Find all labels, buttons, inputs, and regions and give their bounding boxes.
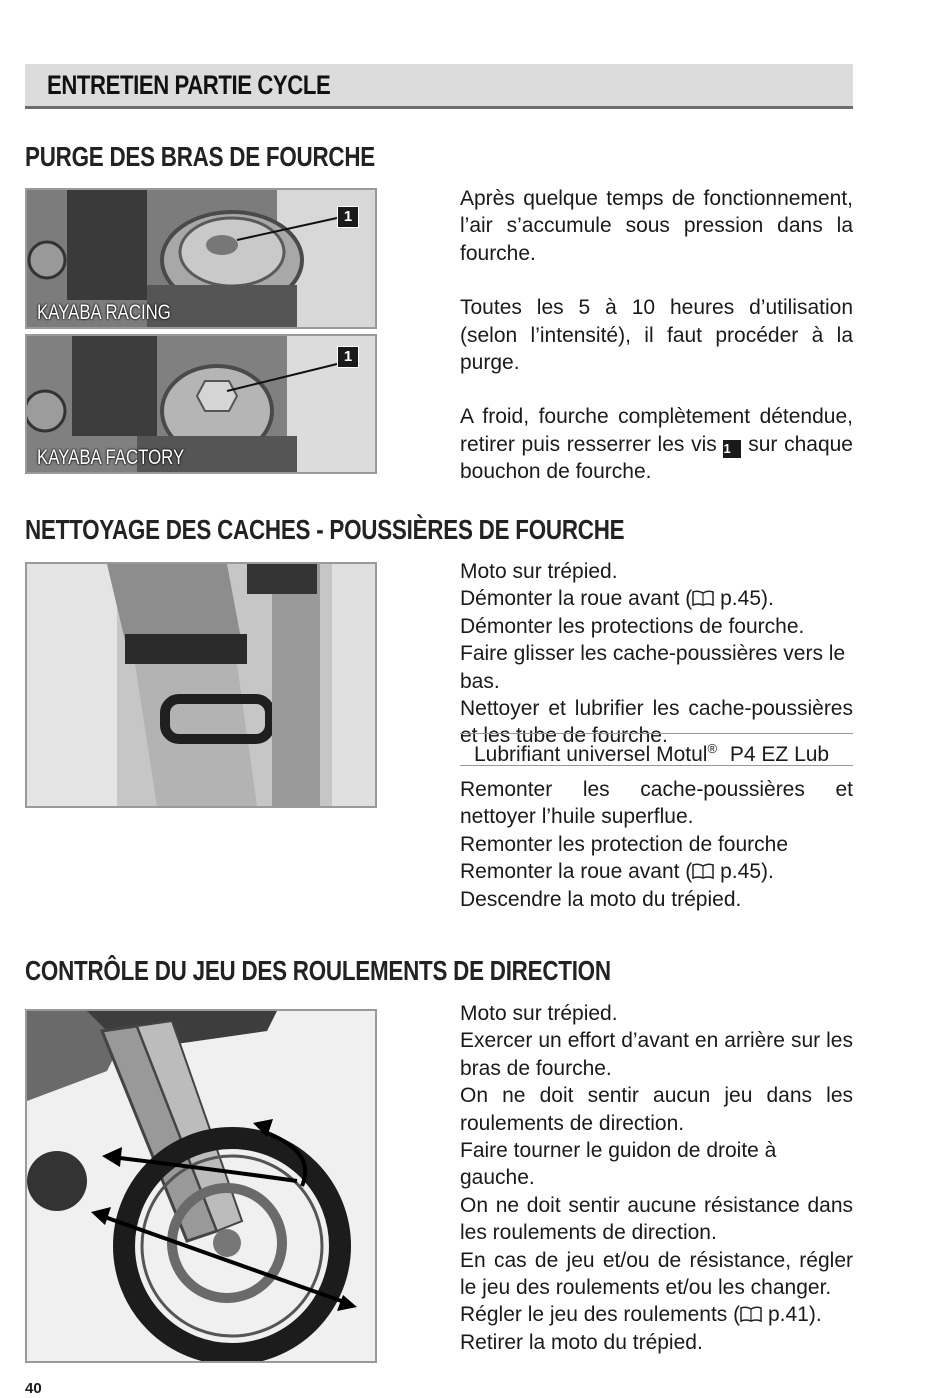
line: Faire tourner le guidon de droite à gauche. <box>460 1139 777 1190</box>
line: Descendre la moto du trépied. <box>460 887 742 911</box>
line <box>460 1301 853 1328</box>
line: On ne doit sentir aucune résistance dans les roulements de direction. <box>460 1193 853 1245</box>
photo-kayaba-racing <box>25 188 377 329</box>
line-text: Régler le jeu des roulements ( <box>460 1303 741 1327</box>
paragraph-text: A froid, fourche complètement détendue, retirer puis resserrer les vis <box>460 405 853 456</box>
line: Faire glisser les cache-poussières vers le bas. <box>460 642 846 693</box>
purge-text <box>460 185 853 486</box>
line-text: p.41). <box>762 1303 822 1327</box>
photo-kayaba-factory <box>25 334 377 474</box>
book-icon <box>692 863 714 879</box>
line: En cas de jeu et/ou de résistance, régler le jeu des roulements et/ou les changer. <box>460 1248 853 1300</box>
paragraph: Après quelque temps de fonctionnement, l’air s’accumule sous pression dans la fourche. <box>460 187 853 265</box>
line: Remonter les protection de fourche <box>460 832 789 856</box>
line: Retirer la moto du trépied. <box>460 1330 703 1354</box>
nettoyage-text-bottom <box>460 776 853 913</box>
line-text: p.45). <box>714 587 774 611</box>
lubricant-product: P4 EZ Lub <box>724 743 830 766</box>
book-icon <box>692 590 714 606</box>
callout-1: 1 <box>337 346 359 368</box>
photo-caption: KAYABA RACING <box>37 301 171 324</box>
photo-caption: KAYABA FACTORY <box>37 446 185 469</box>
registered-mark: ® <box>707 741 718 756</box>
controle-text <box>460 1000 853 1356</box>
front-wheel-illustration <box>27 1011 375 1361</box>
line <box>460 858 853 885</box>
paragraph: Toutes les 5 à 10 heures d’utilisation (selon l’intensité), il faut procéder à la purge. <box>460 296 853 375</box>
page-header <box>25 64 853 109</box>
nettoyage-text-top <box>460 558 853 750</box>
lubricant-name: Lubrifiant universel Motul <box>474 743 708 766</box>
section-title-controle: CONTRÔLE DU JEU DES ROULEMENTS DE DIRECTION <box>25 955 611 986</box>
paragraph-text: sur chaque bouchon de fourche. <box>460 432 853 484</box>
page-header-title: ENTRETIEN PARTIE CYCLE <box>47 70 331 100</box>
line-text: Remonter la roue avant ( <box>460 860 693 884</box>
line <box>460 585 853 612</box>
line: Exercer un effort d’avant en arrière sur les bras de fourche. <box>460 1029 853 1080</box>
lubricant-text <box>467 743 829 766</box>
paragraph <box>460 403 853 485</box>
line: Nettoyer et lubrifier les cache-poussières et les tube de fourche. <box>460 697 853 748</box>
line: On ne doit sentir aucun jeu dans les roulements de direction. <box>460 1084 853 1135</box>
photo-fork-seals <box>25 562 377 808</box>
line: Démonter les protections de fourche. <box>460 614 805 638</box>
fork-tube-illustration <box>27 564 375 806</box>
section-title-nettoyage: NETTOYAGE DES CACHES - POUSSIÈRES DE FOURCHE <box>25 514 625 545</box>
line-text: Démonter la roue avant ( <box>460 587 693 611</box>
callout-badge: 1 <box>723 440 741 458</box>
lubricant-box <box>460 733 853 766</box>
line: Moto sur trépied. <box>460 1002 618 1025</box>
section-title-purge: PURGE DES BRAS DE FOURCHE <box>25 141 375 172</box>
line: Remonter les cache-poussières et nettoyer l’huile superflue. <box>460 778 853 829</box>
photo-front-wheel <box>25 1009 377 1363</box>
book-icon <box>740 1306 762 1322</box>
line: Moto sur trépied. <box>460 560 618 583</box>
page-number: 40 <box>25 1380 42 1397</box>
line-text: p.45). <box>714 860 774 884</box>
callout-1: 1 <box>337 206 359 228</box>
